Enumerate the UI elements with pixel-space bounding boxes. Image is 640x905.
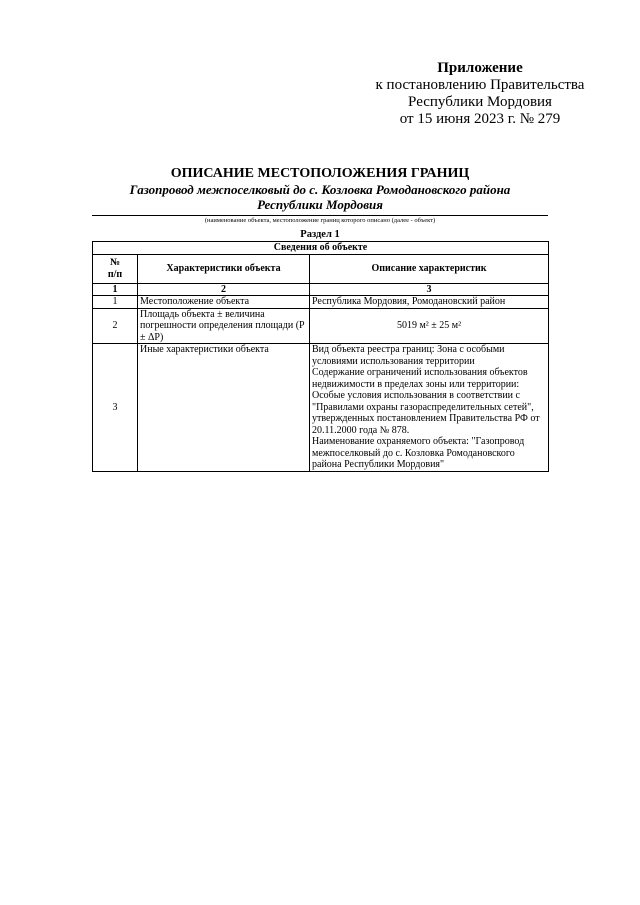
row-characteristic: Местоположение объекта: [138, 296, 310, 309]
row-number: 2: [93, 308, 138, 344]
document-heading: [92, 166, 548, 225]
table-row: [93, 308, 549, 344]
column-number-1: 1: [93, 283, 138, 296]
table-title: Сведения об объекте: [93, 242, 549, 255]
appendix-line-3: от 15 июня 2023 г. № 279: [399, 111, 561, 127]
column-number-3: 3: [310, 283, 549, 296]
row-characteristic: Площадь объекта ± величина погрешности определения площади (P ± ΔP): [138, 308, 310, 344]
table-header-row: [93, 254, 549, 283]
object-name-note: (наименование объекта, местоположение границ которого описано (далее - объект): [204, 217, 436, 224]
object-info-table: [92, 241, 549, 472]
appendix-line-1: к постановлению Правительства: [375, 77, 585, 93]
appendix-title: Приложение: [437, 60, 523, 76]
table-title-row: [93, 242, 549, 255]
row-description: Республика Мордовия, Ромодановский район: [310, 296, 549, 309]
row-number: 3: [93, 344, 138, 472]
table-row: [93, 296, 549, 309]
row-description: 5019 м² ± 25 м²: [310, 308, 549, 344]
header-characteristic: Характеристики объекта: [138, 254, 310, 283]
table-row: [93, 344, 549, 472]
object-name-line-1: Газопровод межпоселковый до с. Козловка Ромодановского района: [129, 182, 511, 197]
column-number-2: 2: [138, 283, 310, 296]
row-number: 1: [93, 296, 138, 309]
object-name-line-2: Республики Мордовия: [257, 197, 383, 212]
header-number: № п/п: [93, 254, 138, 283]
row-description: Вид объекта реестра границ: Зона с особыми условиями использования территории Содержание ограничений использования объектов недвижимости в пределах зоны или территории: Особые условия использования в соответствии с "Правилами охраны газораспределительных сетей", утвержденных постановлением Правительства РФ от 20.11.2000 года № 878. Наименование охраняемого объекта: "Газопровод межпоселковый до с. Козловка Ромодановского района Республики Мордовия": [310, 344, 549, 472]
appendix-block: [360, 60, 600, 128]
section-title: Раздел 1: [300, 229, 340, 240]
document-title: ОПИСАНИЕ МЕСТОПОЛОЖЕНИЯ ГРАНИЦ: [170, 166, 470, 181]
column-number-row: [93, 283, 549, 296]
appendix-line-2: Республики Мордовия: [408, 94, 552, 110]
header-description: Описание характеристик: [310, 254, 549, 283]
row-characteristic: Иные характеристики объекта: [138, 344, 310, 472]
